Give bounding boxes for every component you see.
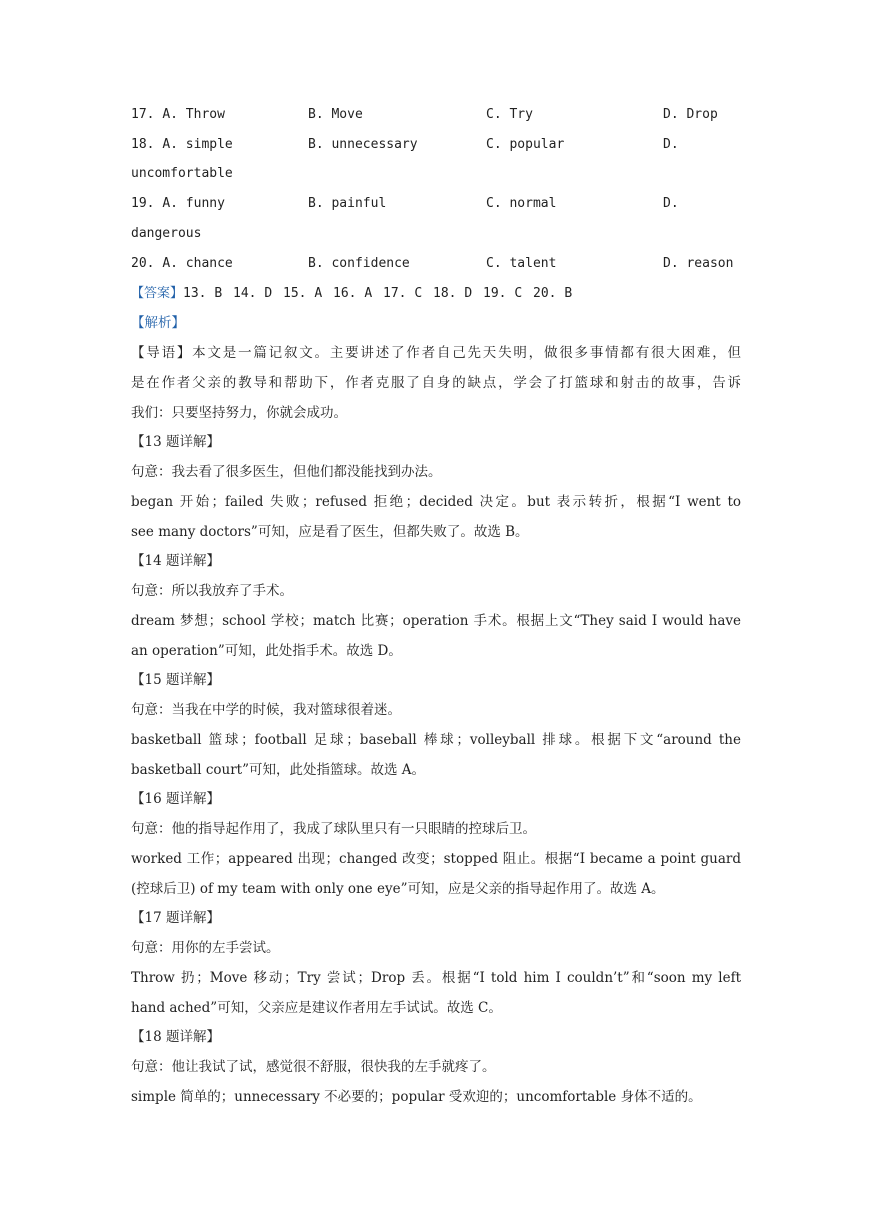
section-meaning: 句意：当我在中学的时候，我对篮球很着迷。 xyxy=(131,702,401,718)
answer-item: 20. B xyxy=(533,286,573,301)
section-line: Throw 扔；Move 移动；Try 尝试；Drop 丢。根据“I told him I couldn’t”和“soon my left xyxy=(131,970,741,986)
answer-item: 15. A xyxy=(283,286,323,301)
section-line: see many doctors”可知，应是看了医生，但都失败了。故选 B。 xyxy=(131,524,529,540)
answer-item: 17. C xyxy=(383,286,423,301)
section-meaning: 句意：他的指导起作用了，我成了球队里只有一只眼睛的控球后卫。 xyxy=(131,821,536,837)
section-line: began 开始；failed 失败；refused 拒绝；decided 决定。but 表示转折，根据“I went to xyxy=(131,494,741,510)
intro-line: 【导语】本文是一篇记叙文。主要讲述了作者自己先天失明，做很多事情都有很大困难，但 xyxy=(131,345,741,361)
intro-line: 是在作者父亲的教导和帮助下，作者克服了自身的缺点，学会了打篮球和射击的故事，告诉 xyxy=(131,375,741,391)
option-row-18 xyxy=(131,130,741,160)
answer-item: 13. B xyxy=(183,286,223,301)
answer-label: 【答案】 xyxy=(131,286,184,301)
option-17-d: D. Drop xyxy=(663,107,718,122)
option-18-c: C. popular xyxy=(486,137,565,152)
answer-item: 18. D xyxy=(433,286,473,301)
option-18-a: 18. A. simple xyxy=(131,137,233,152)
option-20-b: B. confidence xyxy=(308,256,410,271)
section-meaning: 句意：我去看了很多医生，但他们都没能找到办法。 xyxy=(131,464,442,480)
section-meaning: 句意：他让我试了试，感觉很不舒服，很快我的左手就疼了。 xyxy=(131,1059,496,1075)
section-line: (控球后卫) of my team with only one eye”可知，应是父亲的指导起作用了。故选 A。 xyxy=(131,881,665,897)
option-20-c: C. talent xyxy=(486,256,557,271)
intro-line: 我们：只要坚持努力，你就会成功。 xyxy=(131,405,347,421)
section-title: 【16 题详解】 xyxy=(131,791,220,807)
option-17-c: C. Try xyxy=(486,107,533,122)
section-title: 【14 题详解】 xyxy=(131,553,220,569)
option-19-d-text: dangerous xyxy=(131,226,202,241)
section-line: simple 简单的；unnecessary 不必要的；popular 受欢迎的；uncomfortable 身体不适的。 xyxy=(131,1089,702,1105)
answer-item: 14. D xyxy=(233,286,273,301)
answer-item: 19. C xyxy=(483,286,523,301)
option-row-19 xyxy=(131,189,741,219)
option-17-a: 17. A. Throw xyxy=(131,107,225,122)
section-line: basketball court”可知，此处指篮球。故选 A。 xyxy=(131,762,426,778)
section-title: 【17 题详解】 xyxy=(131,910,220,926)
option-18-d-text: uncomfortable xyxy=(131,166,233,181)
analysis-label: 【解析】 xyxy=(131,315,185,331)
option-19-b: B. painful xyxy=(308,196,387,211)
section-title: 【13 题详解】 xyxy=(131,434,220,450)
section-title: 【18 题详解】 xyxy=(131,1029,220,1045)
option-19-d: D. xyxy=(663,196,679,211)
option-18-b: B. unnecessary xyxy=(308,137,418,152)
answer-item: 16. A xyxy=(333,286,373,301)
option-19-a: 19. A. funny xyxy=(131,196,225,211)
section-line: hand ached”可知，父亲应是建议作者用左手试试。故选 C。 xyxy=(131,1000,502,1016)
option-20-d: D. reason xyxy=(663,256,734,271)
section-line: an operation”可知，此处指手术。故选 D。 xyxy=(131,643,402,659)
section-meaning: 句意：所以我放弃了手术。 xyxy=(131,583,293,599)
option-row-20 xyxy=(131,249,741,279)
section-line: dream 梦想；school 学校；match 比赛；operation 手术。根据上文“They said I would have xyxy=(131,613,741,629)
option-19-c: C. normal xyxy=(486,196,557,211)
section-line: worked 工作；appeared 出现；changed 改变；stopped 阻止。根据“I became a point guard xyxy=(131,851,741,867)
section-line: basketball 篮球；football 足球；baseball 棒球；volleyball 排球。根据下文“around the xyxy=(131,732,741,748)
answer-key xyxy=(131,279,741,309)
option-17-b: B. Move xyxy=(308,107,363,122)
option-row-17 xyxy=(131,100,741,130)
option-20-a: 20. A. chance xyxy=(131,256,233,271)
section-title: 【15 题详解】 xyxy=(131,672,220,688)
option-18-d: D. xyxy=(663,137,679,152)
section-meaning: 句意：用你的左手尝试。 xyxy=(131,940,280,956)
